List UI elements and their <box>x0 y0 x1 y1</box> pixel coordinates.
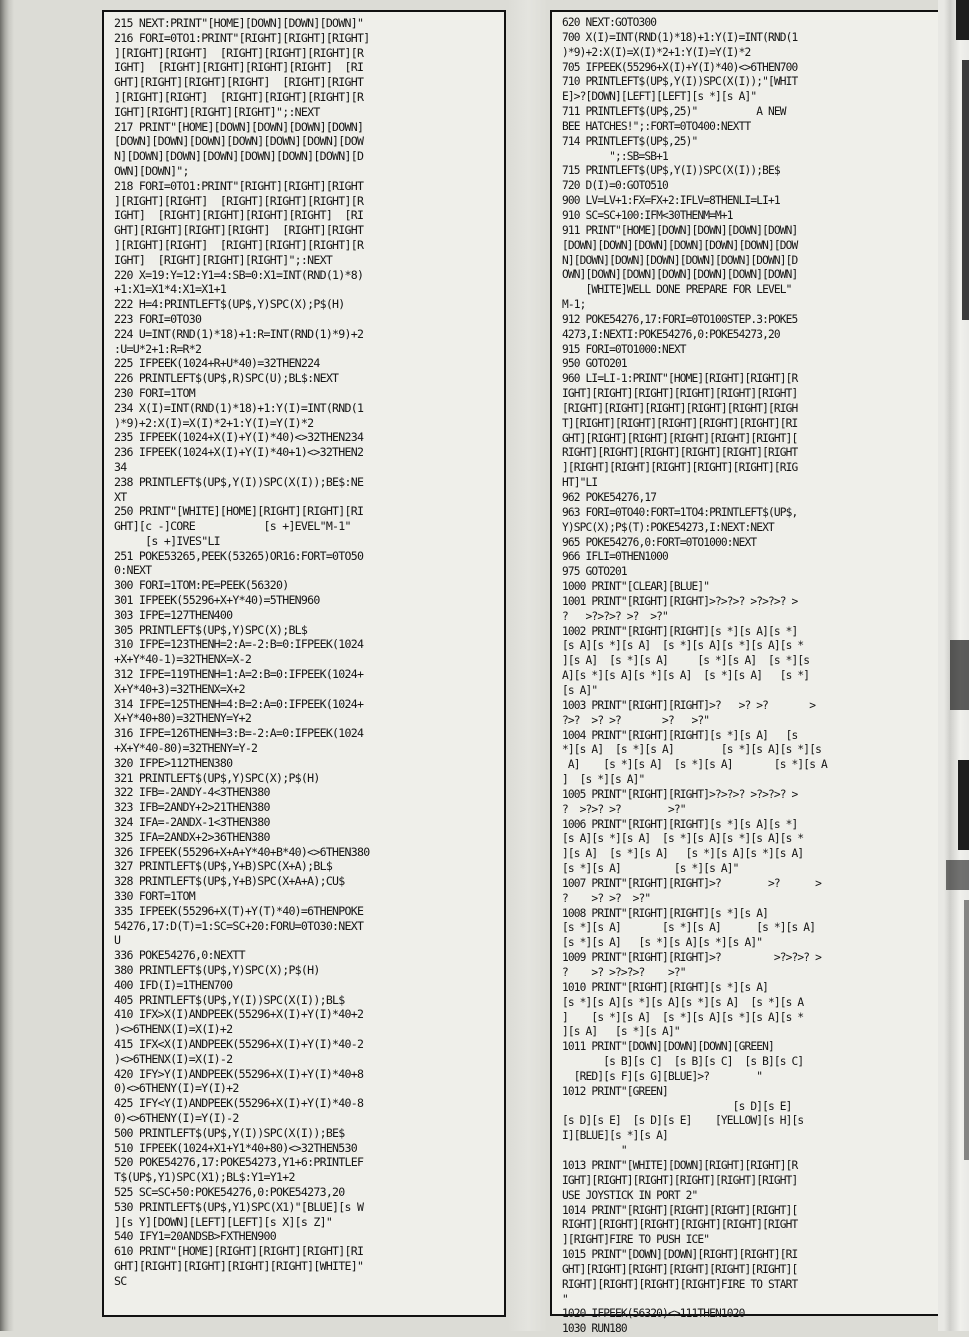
code-line: BEE HATCHES!";:FORT=0TO400:NEXTT <box>562 119 751 133</box>
code-line: ][s Y][DOWN][LEFT][LEFT][s X][s Z]" <box>114 1214 333 1229</box>
code-line: 720 D(I)=0:GOTO510 <box>562 179 668 193</box>
code-line: [RED][s F][s G][BLUE]>? " <box>562 1069 763 1083</box>
code-line: 915 FORI=0TO1000:NEXT <box>562 342 686 356</box>
code-line: 1015 PRINT"[DOWN][DOWN][RIGHT][RIGHT][RI <box>562 1248 798 1262</box>
code-line: [s A][s *][s A] [s *][s A][s *][s A][s * <box>562 639 804 653</box>
code-line: :U=U*2+1:R=R*2 <box>114 341 202 356</box>
code-line: [s +]IVES"LI <box>114 533 220 548</box>
code-line: 251 POKE53265,PEEK(53265)OR16:FORT=0TO50 <box>114 548 364 563</box>
code-line: N][DOWN][DOWN][DOWN][DOWN][DOWN][DOWN][D <box>114 149 364 164</box>
code-line: )*9)+2:X(I)=X(I)*2+1:Y(I)=Y(I)*2 <box>114 415 314 430</box>
code-line: X+Y*40+3)=32THENX=X+2 <box>114 681 245 696</box>
code-line: OWN][DOWN]"; <box>114 163 189 178</box>
code-line: 217 PRINT"[HOME][DOWN][DOWN][DOWN][DOWN] <box>114 119 364 134</box>
code-line: GHT][c -]CORE [s +]EVEL"M-1" <box>114 519 351 534</box>
code-line: 327 PRINTLEFT$(UP$,Y+B)SPC(X+A);BL$ <box>114 859 333 874</box>
code-line: [DOWN][DOWN][DOWN][DOWN][DOWN][DOWN][DOW <box>562 238 798 252</box>
code-line: [s *][s A] [s *][s A][s *][s A]" <box>562 936 763 950</box>
code-line: RIGHT][RIGHT][RIGHT][RIGHT][RIGHT][RIGHT <box>562 446 798 460</box>
code-line: IGHT] [RIGHT][RIGHT][RIGHT]";:NEXT <box>114 252 333 267</box>
code-line: 1010 PRINT"[RIGHT][RIGHT][s *][s A] <box>562 980 768 994</box>
code-line: 1009 PRINT"[RIGHT][RIGHT]>? >?>?>? > <box>562 951 821 965</box>
code-line: [s *][s A] [s *][s A]" <box>562 862 739 876</box>
code-line: RIGHT][RIGHT][RIGHT][RIGHT]FIRE TO START <box>562 1277 798 1291</box>
code-line: ? >?>?>? >? >?" <box>562 609 668 623</box>
code-line: 215 NEXT:PRINT"[HOME][DOWN][DOWN][DOWN]" <box>114 16 364 30</box>
code-line: RIGHT][RIGHT][RIGHT][RIGHT][RIGHT][RIGHT <box>562 1218 798 1232</box>
code-line: [s *][s A][s *][s A][s *][s A] [s *][s A <box>562 995 804 1009</box>
code-line: 911 PRINT"[HOME][DOWN][DOWN][DOWN][DOWN] <box>562 223 798 237</box>
code-line: IGHT][RIGHT][RIGHT][RIGHT]";:NEXT <box>114 104 320 119</box>
code-line: 960 LI=LI-1:PRINT"[HOME][RIGHT][RIGHT][R <box>562 372 798 386</box>
code-line: 312 IFPE=119THENH=1:A=2:B=0:IFPEEK(1024+ <box>114 667 364 682</box>
code-line: [s D][s E] [s D][s E] [YELLOW][s H][s <box>562 1114 804 1128</box>
code-line: 310 IFPE=123THENH=2:A=-2:B=0:IFPEEK(1024 <box>114 637 364 652</box>
code-line: 326 IFPEEK(55296+X+A+Y*40+B*40)<>6THEN380 <box>114 844 370 859</box>
code-line: ? >? >?>?>? >?" <box>562 966 686 979</box>
code-line: 250 PRINT"[WHITE][HOME][RIGHT][RIGHT][RI <box>114 504 364 519</box>
code-line: 300 FORI=1TOM:PE=PEEK(56320) <box>114 578 289 593</box>
code-line: 34 <box>114 459 127 474</box>
code-line: 223 FORI=0TO30 <box>114 311 202 326</box>
code-line: T$(UP$,Y1)SPC(X1);BL$:Y1=Y1+2 <box>114 1170 295 1185</box>
listing-panel-left <box>102 10 506 1317</box>
code-line: 965 POKE54276,0:FORT=0TO1000:NEXT <box>562 535 757 549</box>
code-line: IGHT] [RIGHT][RIGHT][RIGHT][RIGHT] [RI <box>114 60 364 75</box>
code-line: 1020 IFPEEK(56320)<>111THEN1020 <box>562 1307 745 1321</box>
code-line: 966 IFLI=0THEN1000 <box>562 550 668 564</box>
code-line: 303 IFPE=127THEN400 <box>114 607 233 622</box>
code-line: Y)SPC(X);P$(T):POKE54273,I:NEXT:NEXT <box>562 520 774 534</box>
code-line: 910 SC=SC+100:IFM<30THENM=M+1 <box>562 208 733 222</box>
code-line: ] [s *][s A] [s *][s A][s *][s A][s * <box>562 1010 804 1024</box>
code-line: 705 IFPEEK(55296+X(I)+Y(I)*40)<>6THEN700 <box>562 60 798 74</box>
code-line: 325 IFA=2ANDX+2>36THEN380 <box>114 829 270 844</box>
code-line: IGHT][RIGHT][RIGHT][RIGHT][RIGHT][RIGHT] <box>562 1173 798 1187</box>
code-line: 425 IFY<Y(I)ANDPEEK(55296+X(I)+Y(I)*40-8 <box>114 1096 364 1111</box>
code-line: 525 SC=SC+50:POKE54276,0:POKE54273,20 <box>114 1184 345 1199</box>
code-line: +1:X1=X1*4:X1=X1+1 <box>114 282 227 297</box>
code-line: ][RIGHT][RIGHT] [RIGHT][RIGHT][RIGHT][R <box>114 237 364 252</box>
code-line: 301 IFPEEK(55296+X+Y*40)=5THEN960 <box>114 593 320 608</box>
code-line: 962 POKE54276,17 <box>562 491 657 504</box>
code-line: ][RIGHT][RIGHT] [RIGHT][RIGHT][RIGHT][R <box>114 45 364 60</box>
basic-listing-right <box>562 16 938 1337</box>
code-line: 714 PRINTLEFT$(UP$,25)" <box>562 134 698 148</box>
code-line: 380 PRINTLEFT$(UP$,Y)SPC(X);P$(H) <box>114 963 320 977</box>
code-line: )*9)+2:X(I)=X(I)*2+1:Y(I)=Y(I)*2 <box>562 45 751 59</box>
code-line: A][s *][s A][s *][s A] [s *][s A] [s *] <box>562 669 810 683</box>
page-edge <box>0 0 14 1331</box>
code-line: ][s A] [s *][s A]" <box>562 1025 680 1039</box>
code-line: 510 IFPEEK(1024+X1+Y1*40+80)<>32THEN530 <box>114 1140 357 1155</box>
code-line: [s D][s E] <box>562 1099 792 1113</box>
code-line: I][BLUE][s *][s A] <box>562 1129 668 1143</box>
code-line: " <box>562 1144 627 1158</box>
code-line: 216 FORI=0TO1:PRINT"[RIGHT][RIGHT][RIGHT] <box>114 30 370 45</box>
basic-listing-left <box>114 16 504 1289</box>
code-line: 710 PRINTLEFT$(UP$,Y(I))SPC(X(I));"[WHIT <box>562 75 798 89</box>
code-line: OWN][DOWN][DOWN][DOWN][DOWN][DOWN][DOWN] <box>562 268 798 282</box>
code-line: ? >?>? >? >?" <box>562 802 686 816</box>
code-line: +X+Y*40-1)=32THENX=X-2 <box>114 652 252 667</box>
code-line: 328 PRINTLEFT$(UP$,Y+B)SPC(X+A+A);CU$ <box>114 874 345 889</box>
code-line: )<>6THENX(I)=X(I)+2 <box>114 1022 233 1037</box>
code-line: GHT][RIGHT][RIGHT][RIGHT] [RIGHT][RIGHT <box>114 75 364 90</box>
code-line: HT]"LI <box>562 476 598 490</box>
code-line: 1014 PRINT"[RIGHT][RIGHT][RIGHT][RIGHT][ <box>562 1203 798 1217</box>
code-line: USE JOYSTICK IN PORT 2" <box>562 1188 698 1202</box>
code-line: 323 IFB=2ANDY+2>21THEN380 <box>114 800 270 815</box>
code-line: ? >? >? >?" <box>562 891 651 905</box>
code-line: 1000 PRINT"[CLEAR][BLUE]" <box>562 580 710 594</box>
code-line: 235 IFPEEK(1024+X(I)+Y(I)*40)<>32THEN234 <box>114 430 364 445</box>
code-line: 1005 PRINT"[RIGHT][RIGHT]>?>?>? >?>?>? > <box>562 787 798 801</box>
code-line: ][RIGHT][RIGHT] [RIGHT][RIGHT][RIGHT][R <box>114 89 364 104</box>
code-line: [WHITE]WELL DONE PREPARE FOR LEVEL" <box>562 283 792 297</box>
code-line: ][RIGHT][RIGHT] [RIGHT][RIGHT][RIGHT][R <box>114 193 364 208</box>
code-line: 711 PRINTLEFT$(UP$,25)" A NEW <box>562 105 786 119</box>
code-line: 236 IFPEEK(1024+X(I)+Y(I)*40+1)<>32THEN2 <box>114 445 364 460</box>
code-line: 224 U=INT(RND(1)*18)+1:R=INT(RND(1)*9)+2 <box>114 326 364 341</box>
code-line: 405 PRINTLEFT$(UP$,Y(I))SPC(X(I));BL$ <box>114 992 345 1007</box>
code-line: ?>? >? >? >? >?" <box>562 713 710 727</box>
code-line: 963 FORI=0TO40:FORT=1TO4:PRINTLEFT$(UP$, <box>562 505 798 519</box>
code-line: 420 IFY>Y(I)ANDPEEK(55296+X(I)+Y(I)*40+8 <box>114 1066 364 1081</box>
code-line: 620 NEXT:GOTO300 <box>562 16 657 29</box>
adjacent-page-photo <box>938 0 969 1331</box>
code-line: [s A][s *][s A] [s *][s A][s *][s A][s * <box>562 832 804 846</box>
code-line: 330 FORT=1TOM <box>114 889 195 904</box>
code-line: T][RIGHT][RIGHT][RIGHT][RIGHT][RIGHT][RI <box>562 416 798 430</box>
code-line: 4273,I:NEXTI:POKE54276,0:POKE54273,20 <box>562 327 780 341</box>
code-line: 1030 RUN180 <box>562 1322 627 1336</box>
code-line: 415 IFX<X(I)ANDPEEK(55296+X(I)+Y(I)*40-2 <box>114 1036 364 1051</box>
code-line: ][s A] [s *][s A] [s *][s A] [s *][s <box>562 654 810 668</box>
code-line: 1012 PRINT"[GREEN] <box>562 1084 668 1098</box>
code-line: 500 PRINTLEFT$(UP$,Y(I))SPC(X(I));BE$ <box>114 1125 345 1140</box>
code-line: [s A]" <box>562 683 598 697</box>
code-line: GHT][RIGHT][RIGHT][RIGHT][RIGHT][RIGHT][ <box>562 431 798 445</box>
code-line: [s *][s A] [s *][s A] [s *][s A] <box>562 921 816 935</box>
code-line: 226 PRINTLEFT$(UP$,R)SPC(U);BL$:NEXT <box>114 371 339 386</box>
code-line: +X+Y*40-80)=32THENY=Y-2 <box>114 741 258 756</box>
code-line: 314 IFPE=125THENH=4:B=2:A=0:IFPEEK(1024+ <box>114 696 364 711</box>
code-line: 1002 PRINT"[RIGHT][RIGHT][s *][s A][s *] <box>562 624 798 638</box>
code-line: 324 IFA=-2ANDX-1<3THEN380 <box>114 815 270 830</box>
code-line: 220 X=19:Y=12:Y1=4:SB=0:X1=INT(RND(1)*8) <box>114 267 364 282</box>
code-line: 222 H=4:PRINTLEFT$(UP$,Y)SPC(X);P$(H) <box>114 297 345 312</box>
code-line: A] [s *][s A] [s *][s A] [s *][s A <box>562 758 827 772</box>
code-line: U <box>114 933 121 948</box>
code-line: SC <box>114 1273 127 1288</box>
code-line: ] [s *][s A]" <box>562 773 645 787</box>
code-line: ][s A] [s *][s A] [s *][s A][s *][s A] <box>562 847 804 861</box>
code-line: 0)<>6THENY(I)=Y(I)-2 <box>114 1110 239 1125</box>
code-line: 950 GOTO201 <box>562 357 627 371</box>
code-line: IGHT][RIGHT][RIGHT][RIGHT][RIGHT][RIGHT] <box>562 387 798 401</box>
code-line: 321 PRINTLEFT$(UP$,Y)SPC(X);P$(H) <box>114 770 320 785</box>
code-line: 0)<>6THENY(I)=Y(I)+2 <box>114 1081 239 1096</box>
code-line: GHT][RIGHT][RIGHT][RIGHT] [RIGHT][RIGHT <box>114 223 364 238</box>
code-line: 335 IFPEEK(55296+X(T)+Y(T)*40)=6THENPOKE <box>114 903 364 918</box>
code-line: 1003 PRINT"[RIGHT][RIGHT]>? >? >? > <box>562 698 816 712</box>
code-line: E]>?[DOWN][LEFT][LEFT][s *][s A]" <box>562 90 757 104</box>
code-line: X+Y*40+80)=32THENY=Y+2 <box>114 711 252 726</box>
code-line: 336 POKE54276,0:NEXTT <box>114 948 245 963</box>
code-line: 540 IFY1=20ANDSB>FXTHEN900 <box>114 1229 276 1244</box>
code-line: 322 IFB=-2ANDY-4<3THEN380 <box>114 785 270 800</box>
listing-panel-right <box>550 10 940 1336</box>
code-line: N][DOWN][DOWN][DOWN][DOWN][DOWN][DOWN][D <box>562 253 798 267</box>
code-line: 218 FORI=0TO1:PRINT"[RIGHT][RIGHT][RIGHT <box>114 178 364 193</box>
page-gutter <box>508 0 548 1331</box>
code-line: GHT][RIGHT][RIGHT][RIGHT][RIGHT][RIGHT][ <box>562 1262 798 1276</box>
code-line: 912 POKE54276,17:FORI=0TO100STEP.3:POKE5 <box>562 312 798 326</box>
code-line: GHT][RIGHT][RIGHT][RIGHT][RIGHT][WHITE]" <box>114 1258 364 1273</box>
code-line: ][RIGHT][RIGHT][RIGHT][RIGHT][RIGHT][RIG <box>562 461 798 475</box>
code-line: 715 PRINTLEFT$(UP$,Y(I))SPC(X(I));BE$ <box>562 164 780 178</box>
code-line: 410 IFX>X(I)ANDPEEK(55296+X(I)+Y(I)*40+2 <box>114 1007 364 1022</box>
code-line: [DOWN][DOWN][DOWN][DOWN][DOWN][DOWN][DOW <box>114 134 364 149</box>
code-line: 234 X(I)=INT(RND(1)*18)+1:Y(I)=INT(RND(1 <box>114 400 364 415</box>
code-line: 54276,17:D(T)=1:SC=SC+20:FORU=0TO30:NEXT <box>114 918 364 933</box>
code-line: 1011 PRINT"[DOWN][DOWN][DOWN][GREEN] <box>562 1040 774 1054</box>
code-line: 975 GOTO201 <box>562 565 627 579</box>
code-line: 700 X(I)=INT(RND(1)*18)+1:Y(I)=INT(RND(1 <box>562 30 798 44</box>
code-line: 1006 PRINT"[RIGHT][RIGHT][s *][s A][s *] <box>562 817 798 831</box>
code-line: XT <box>114 489 127 504</box>
code-line: 238 PRINTLEFT$(UP$,Y(I))SPC(X(I));BE$:NE <box>114 474 364 489</box>
code-line: 520 POKE54276,17:POKE54273,Y1+6:PRINTLEF <box>114 1155 364 1170</box>
code-line: ";:SB=SB+1 <box>562 149 668 163</box>
code-line: " <box>562 1292 568 1306</box>
code-line: 610 PRINT"[HOME][RIGHT][RIGHT][RIGHT][RI <box>114 1244 364 1259</box>
code-line: 1013 PRINT"[WHITE][DOWN][RIGHT][RIGHT][R <box>562 1158 798 1172</box>
code-line: 316 IFPE=126THENH=3:B=-2:A=0:IFPEEK(1024 <box>114 726 364 741</box>
code-line: 1001 PRINT"[RIGHT][RIGHT]>?>?>? >?>?>? > <box>562 594 798 608</box>
code-line: 900 LV=LV+1:FX=FX+2:IFLV=8THENLI=LI+1 <box>562 194 780 208</box>
code-line: [s B][s C] [s B][s C] [s B][s C] <box>562 1055 804 1069</box>
code-line: [RIGHT][RIGHT][RIGHT][RIGHT][RIGHT][RIGH <box>562 401 798 415</box>
code-line: *][s A] [s *][s A] [s *][s A][s *][s <box>562 743 821 757</box>
code-line: 320 IFPE>112THEN380 <box>114 755 233 770</box>
code-line: 1004 PRINT"[RIGHT][RIGHT][s *][s A] [s <box>562 728 798 742</box>
code-line: 0:NEXT <box>114 563 152 578</box>
code-line: IGHT] [RIGHT][RIGHT][RIGHT][RIGHT] [RI <box>114 208 364 223</box>
code-line: 225 IFPEEK(1024+R+U*40)=32THEN224 <box>114 356 320 371</box>
code-line: 305 PRINTLEFT$(UP$,Y)SPC(X);BL$ <box>114 622 308 637</box>
code-line: )<>6THENX(I)=X(I)-2 <box>114 1051 233 1066</box>
code-line: M-1; <box>562 298 586 312</box>
code-line: 1008 PRINT"[RIGHT][RIGHT][s *][s A] <box>562 906 768 920</box>
code-line: 530 PRINTLEFT$(UP$,Y1)SPC(X1)"[BLUE][s W <box>114 1199 364 1214</box>
code-line: 1007 PRINT"[RIGHT][RIGHT]>? >? > <box>562 876 821 890</box>
code-line: 230 FORI=1TOM <box>114 385 195 400</box>
code-line: ][RIGHT]FIRE TO PUSH ICE" <box>562 1233 710 1247</box>
code-line: 400 IFD(I)=1THEN700 <box>114 977 233 992</box>
